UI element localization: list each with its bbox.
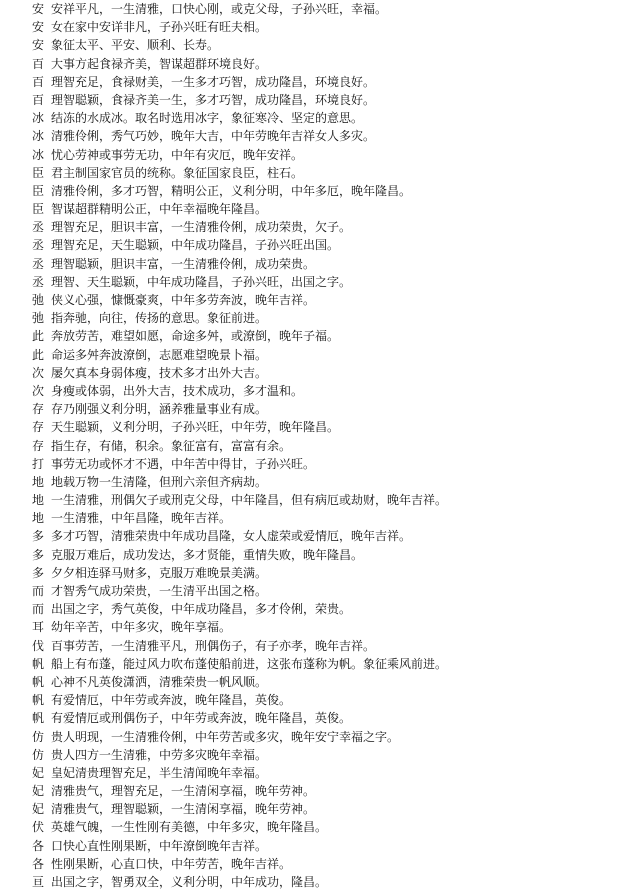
- entry-description: 命运多舛奔波潦倒，志愿难望晚景卜福。: [51, 347, 268, 362]
- entry-character: 丞: [32, 238, 45, 253]
- entry-character: 仿: [32, 729, 45, 744]
- entry-description: 身瘦或体弱，出外大吉，技术成功，多才温和。: [51, 383, 304, 398]
- entry-character: 伐: [32, 638, 45, 653]
- entry-character: 安: [32, 20, 45, 35]
- list-item: [32, 764, 612, 782]
- list-item: [32, 109, 612, 127]
- list-item: [32, 200, 612, 218]
- list-item: [32, 182, 612, 200]
- entry-description: 屡欠真本身弱体瘦，技术多才出外大吉。: [51, 365, 268, 380]
- entry-description: 一生清雅，中年昌隆，晚年吉祥。: [51, 511, 232, 526]
- list-item: [32, 146, 612, 164]
- entry-character: 打: [32, 456, 45, 471]
- entry-description: 才智秀气成功荣贵，一生清平出国之格。: [51, 584, 268, 598]
- list-item: [32, 564, 612, 582]
- entry-character: 存: [32, 402, 45, 417]
- list-item: [32, 346, 612, 364]
- entry-description: 清雅伶俐，多才巧智，精明公正，义利分明，中年多厄，晚年隆昌。: [51, 183, 412, 198]
- entry-character: 弛: [32, 293, 45, 307]
- entry-description: 清雅伶俐，秀气巧妙，晚年大吉，中年劳晚年吉祥女人多灾。: [51, 129, 376, 144]
- entry-description: 君主制国家官员的统称。象征国家良臣，柱石。: [51, 165, 304, 180]
- list-item: [32, 673, 612, 691]
- entry-description: 指生存，有储，积余。象征富有，富富有余。: [51, 438, 292, 453]
- entry-description: 奔放劳苦，难望如愿，命途多舛，或潦倒，晚年子福。: [51, 329, 340, 344]
- list-item: [32, 800, 612, 818]
- list-item: [32, 382, 612, 400]
- list-item: [32, 418, 612, 436]
- entry-character: 仿: [32, 747, 45, 762]
- entry-description: 有爱情厄，中年劳或奔波，晚年隆昌，英俊。: [51, 693, 292, 708]
- entry-description: 心神不凡英俊潇洒，清雅荣贵一帆风顺。: [51, 674, 268, 689]
- entry-character: 存: [32, 438, 45, 453]
- entry-character: 丞: [32, 220, 45, 235]
- list-item: [32, 728, 612, 746]
- entry-character: 帆: [32, 656, 45, 671]
- entry-character: 多: [32, 547, 45, 562]
- entry-character: 各: [32, 856, 45, 871]
- entry-description: 幼年辛苦，中年多灾，晚年享福。: [51, 620, 232, 635]
- entry-description: 出国之字，秀气英俊，中年成功隆昌，多才伶俐，荣贵。: [51, 602, 352, 617]
- entry-description: 存乃刚强义利分明，涵养雅量事业有成。: [51, 402, 268, 417]
- entry-character: 多: [32, 565, 45, 580]
- entry-description: 结冻的水成冰。取名时选用冰字，象征寒冷、坚定的意思。: [51, 111, 364, 126]
- list-item: [32, 18, 612, 36]
- entry-character: 安: [32, 2, 45, 16]
- list-item: [32, 55, 612, 73]
- entry-character: 妃: [32, 784, 45, 799]
- entry-description: 英雄气魄，一生性刚有美德，中年多灾，晚年隆昌。: [51, 820, 328, 835]
- entry-description: 船上有布蓬，能过风力吹布蓬使船前进，这张布蓬称为帆。象征乘风前进。: [51, 656, 448, 671]
- entry-character: 臣: [32, 165, 45, 180]
- entry-description: 女在家中安详非凡，子孙兴旺有旺夫相。: [51, 20, 268, 35]
- entry-description: 安祥平凡，一生清雅，口快心刚，或克父母，子孙兴旺，幸福。: [51, 2, 388, 16]
- entry-description: 忧心劳神或事劳无功，中年有灾厄，晚年安祥。: [51, 147, 304, 162]
- list-item: [32, 309, 612, 327]
- entry-character: 冰: [32, 129, 45, 144]
- list-item: [32, 691, 612, 709]
- entry-character: 伏: [32, 820, 45, 835]
- list-item: [32, 73, 612, 91]
- list-item: [32, 837, 612, 855]
- entry-character: 此: [32, 329, 45, 344]
- entry-description: 理智充足，食禄财美，一生多才巧智，成功隆昌，环境良好。: [51, 74, 376, 89]
- list-item: [32, 273, 612, 291]
- entry-description: 清雅贵气，理智聪颖，一生清闲享福，晚年劳神。: [51, 802, 316, 817]
- entry-description: 夕夕相连驿马财多，克服万难晚景美满。: [51, 565, 268, 580]
- entry-character: 妃: [32, 802, 45, 817]
- entry-character: 冰: [32, 147, 45, 162]
- list-item: [32, 437, 612, 455]
- entry-description: 皇妃清贵理智充足，半生清闻晚年幸福。: [51, 765, 268, 780]
- list-item: [32, 236, 612, 254]
- entry-description: 理智充足，天生聪颖，中年成功隆昌，子孙兴旺出国。: [51, 238, 340, 253]
- list-item: [32, 582, 612, 600]
- list-item: [32, 600, 612, 618]
- list-item: [32, 473, 612, 491]
- entry-character: 此: [32, 347, 45, 362]
- entry-description: 一生清雅，刑偶欠子或刑克父母，中年隆昌，但有病厄或劫财，晚年吉祥。: [51, 493, 448, 508]
- list-item: [32, 91, 612, 109]
- list-item: [32, 709, 612, 727]
- entry-character: 冰: [32, 111, 45, 126]
- list-item: [32, 637, 612, 655]
- entry-description: 贵人四方一生清雅，中劳多灾晚年幸福。: [51, 747, 268, 762]
- entry-description: 理智充足，胆识丰富，一生清雅伶俐，成功荣贵，欠子。: [51, 220, 352, 235]
- entry-character: 而: [32, 584, 45, 598]
- entry-character: 丞: [32, 256, 45, 271]
- list-item: [32, 36, 612, 54]
- name-character-list: [32, 0, 612, 891]
- entry-description: 大事方起食禄齐美，智谋超群环境良好。: [51, 56, 268, 71]
- list-item: [32, 618, 612, 636]
- entry-character: 亘: [32, 875, 45, 889]
- list-item: [32, 455, 612, 473]
- entry-character: 百: [32, 74, 45, 89]
- entry-description: 出国之字，智勇双全，义利分明，中年成功，隆昌。: [51, 875, 328, 889]
- entry-character: 而: [32, 602, 45, 617]
- entry-description: 清雅贵气，理智充足，一生清闲享福，晚年劳神。: [51, 784, 316, 799]
- entry-character: 耳: [32, 620, 45, 635]
- entry-character: 百: [32, 92, 45, 107]
- entry-description: 理智、天生聪颖，中年成功隆昌，子孙兴旺，出国之字。: [51, 274, 352, 289]
- entry-character: 臣: [32, 183, 45, 198]
- entry-description: 事劳无功或怀才不遇，中年苦中得甘，子孙兴旺。: [51, 456, 316, 471]
- entry-character: 臣: [32, 202, 45, 217]
- entry-description: 理智聪颖，食禄齐美一生，多才巧智，成功隆昌，环境良好。: [51, 92, 376, 107]
- list-item: [32, 400, 612, 418]
- entry-character: 丞: [32, 274, 45, 289]
- list-item: [32, 364, 612, 382]
- entry-character: 安: [32, 38, 45, 53]
- entry-description: 侠义心强，慷慨豪爽，中年多劳奔波，晚年吉祥。: [51, 293, 316, 307]
- entry-character: 存: [32, 420, 45, 435]
- list-item: [32, 0, 612, 18]
- entry-description: 百事劳苦，一生清雅平凡，刑偶伤子，有子亦孝，晚年吉祥。: [51, 638, 376, 653]
- list-item: [32, 855, 612, 873]
- entry-description: 克服万难后，成功发达，多才贤能，重情失败，晚年隆昌。: [51, 547, 364, 562]
- entry-character: 多: [32, 529, 45, 544]
- entry-description: 天生聪颖，义利分明，子孙兴旺，中年劳，晚年隆昌。: [51, 420, 340, 435]
- list-item: [32, 527, 612, 545]
- list-item: [32, 291, 612, 309]
- list-item: [32, 655, 612, 673]
- entry-description: 地载万物一生清隆，但刑六亲但齐病劫。: [51, 474, 268, 489]
- entry-description: 理智聪颖，胆识丰富，一生清雅伶俐，成功荣贵。: [51, 256, 316, 271]
- entry-description: 指奔驰，向往，传扬的意思。象征前进。: [51, 311, 268, 326]
- list-item: [32, 327, 612, 345]
- list-item: [32, 746, 612, 764]
- entry-character: 百: [32, 56, 45, 71]
- list-item: [32, 546, 612, 564]
- entry-character: 地: [32, 474, 45, 489]
- entry-description: 象征太平、平安、顺利、长寿。: [51, 38, 220, 53]
- entry-description: 有爱情厄或刑偶伤子，中年劳或奔波，晚年隆昌，英俊。: [51, 711, 352, 726]
- entry-description: 智谋超群精明公正，中年幸福晚年隆昌。: [51, 202, 268, 217]
- entry-character: 次: [32, 383, 45, 398]
- list-item: [32, 127, 612, 145]
- entry-character: 地: [32, 493, 45, 508]
- list-item: [32, 873, 612, 891]
- list-item: [32, 164, 612, 182]
- entry-character: 各: [32, 838, 45, 853]
- entry-character: 帆: [32, 674, 45, 689]
- list-item: [32, 218, 612, 236]
- entry-character: 帆: [32, 711, 45, 726]
- entry-description: 口快心直性刚果断，中年潦倒晚年吉祥。: [51, 838, 268, 853]
- list-item: [32, 509, 612, 527]
- list-item: [32, 782, 612, 800]
- entry-character: 弛: [32, 311, 45, 326]
- list-item: [32, 255, 612, 273]
- entry-description: 多才巧智，清雅荣贵中年成功昌隆，女人虚荣或爱情厄，晚年吉祥。: [51, 529, 412, 544]
- entry-description: 性刚果断，心直口快，中年劳苦，晚年吉祥。: [51, 856, 292, 871]
- entry-character: 次: [32, 365, 45, 380]
- entry-description: 贵人明现，一生清雅伶俐，中年劳苦或多灾，晚年安宁幸福之字。: [51, 729, 400, 744]
- list-item: [32, 491, 612, 509]
- list-item: [32, 818, 612, 836]
- entry-character: 妃: [32, 765, 45, 780]
- entry-character: 帆: [32, 693, 45, 708]
- entry-character: 地: [32, 511, 45, 526]
